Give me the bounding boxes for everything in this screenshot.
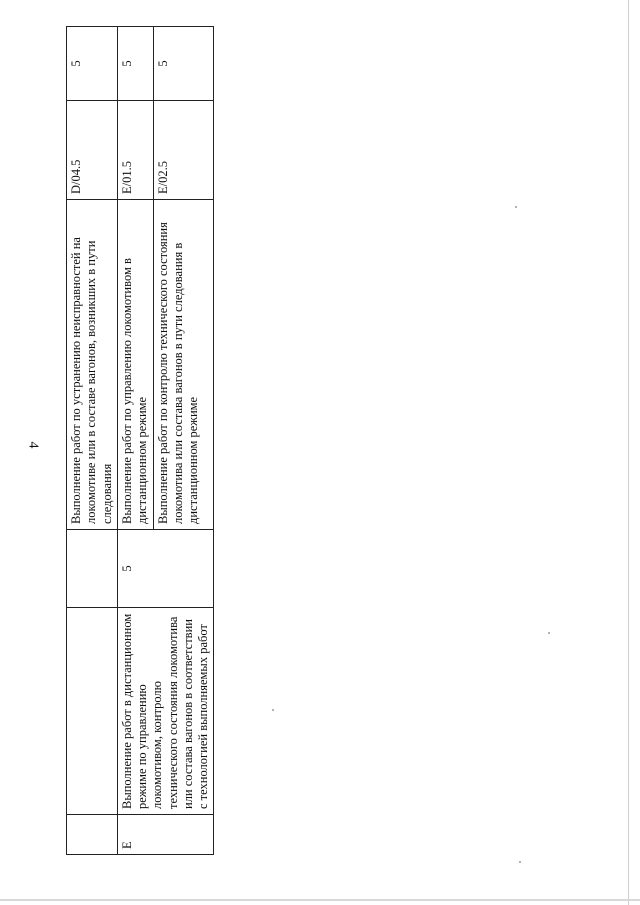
cell-function-code: E/02.5 bbox=[153, 101, 214, 200]
table-row bbox=[67, 27, 118, 855]
cell-name bbox=[117, 608, 214, 815]
cell-code bbox=[67, 815, 118, 855]
cell-function-level: 5 bbox=[153, 27, 214, 101]
scan-speck bbox=[515, 206, 517, 208]
cell-function-level: 5 bbox=[117, 27, 153, 101]
cell-code: E bbox=[117, 815, 214, 855]
table-row bbox=[117, 27, 153, 855]
scan-speck bbox=[272, 709, 274, 711]
function-text: Выполнение работ по устранению неисправностей на локомотиве или в составе вагонов, возникших в пути следования bbox=[69, 237, 114, 524]
page-edge-right bbox=[628, 0, 629, 905]
cell-function bbox=[117, 200, 153, 530]
cell-function bbox=[153, 200, 214, 530]
cell-level: 5 bbox=[117, 530, 214, 608]
function-text: Выполнение работ по управлению локомотивом в дистанционном режиме bbox=[119, 258, 149, 524]
cell-level bbox=[67, 530, 118, 608]
cell-function-code: D/04.5 bbox=[67, 101, 118, 200]
cell-function bbox=[67, 200, 118, 530]
scan-speck bbox=[548, 632, 550, 634]
page-number: 4 bbox=[25, 441, 41, 449]
functions-table-container bbox=[66, 27, 210, 855]
function-text: Выполнение работ по контролю технического состояния локомотива или состава вагонов в пути следования в дистанционном режиме bbox=[155, 222, 201, 524]
cell-name bbox=[67, 608, 118, 815]
page-edge-bottom bbox=[0, 899, 640, 901]
name-text: Выполнение работ в дистанционном режиме по управлению локомотивом, контролю технического состояния локомотива или состава вагонов в соответствии с технологией выполняемых работ bbox=[119, 613, 210, 809]
cell-function-level: 5 bbox=[67, 27, 118, 101]
functions-table bbox=[66, 26, 214, 855]
scan-speck bbox=[519, 861, 521, 863]
cell-function-code: E/01.5 bbox=[117, 101, 153, 200]
